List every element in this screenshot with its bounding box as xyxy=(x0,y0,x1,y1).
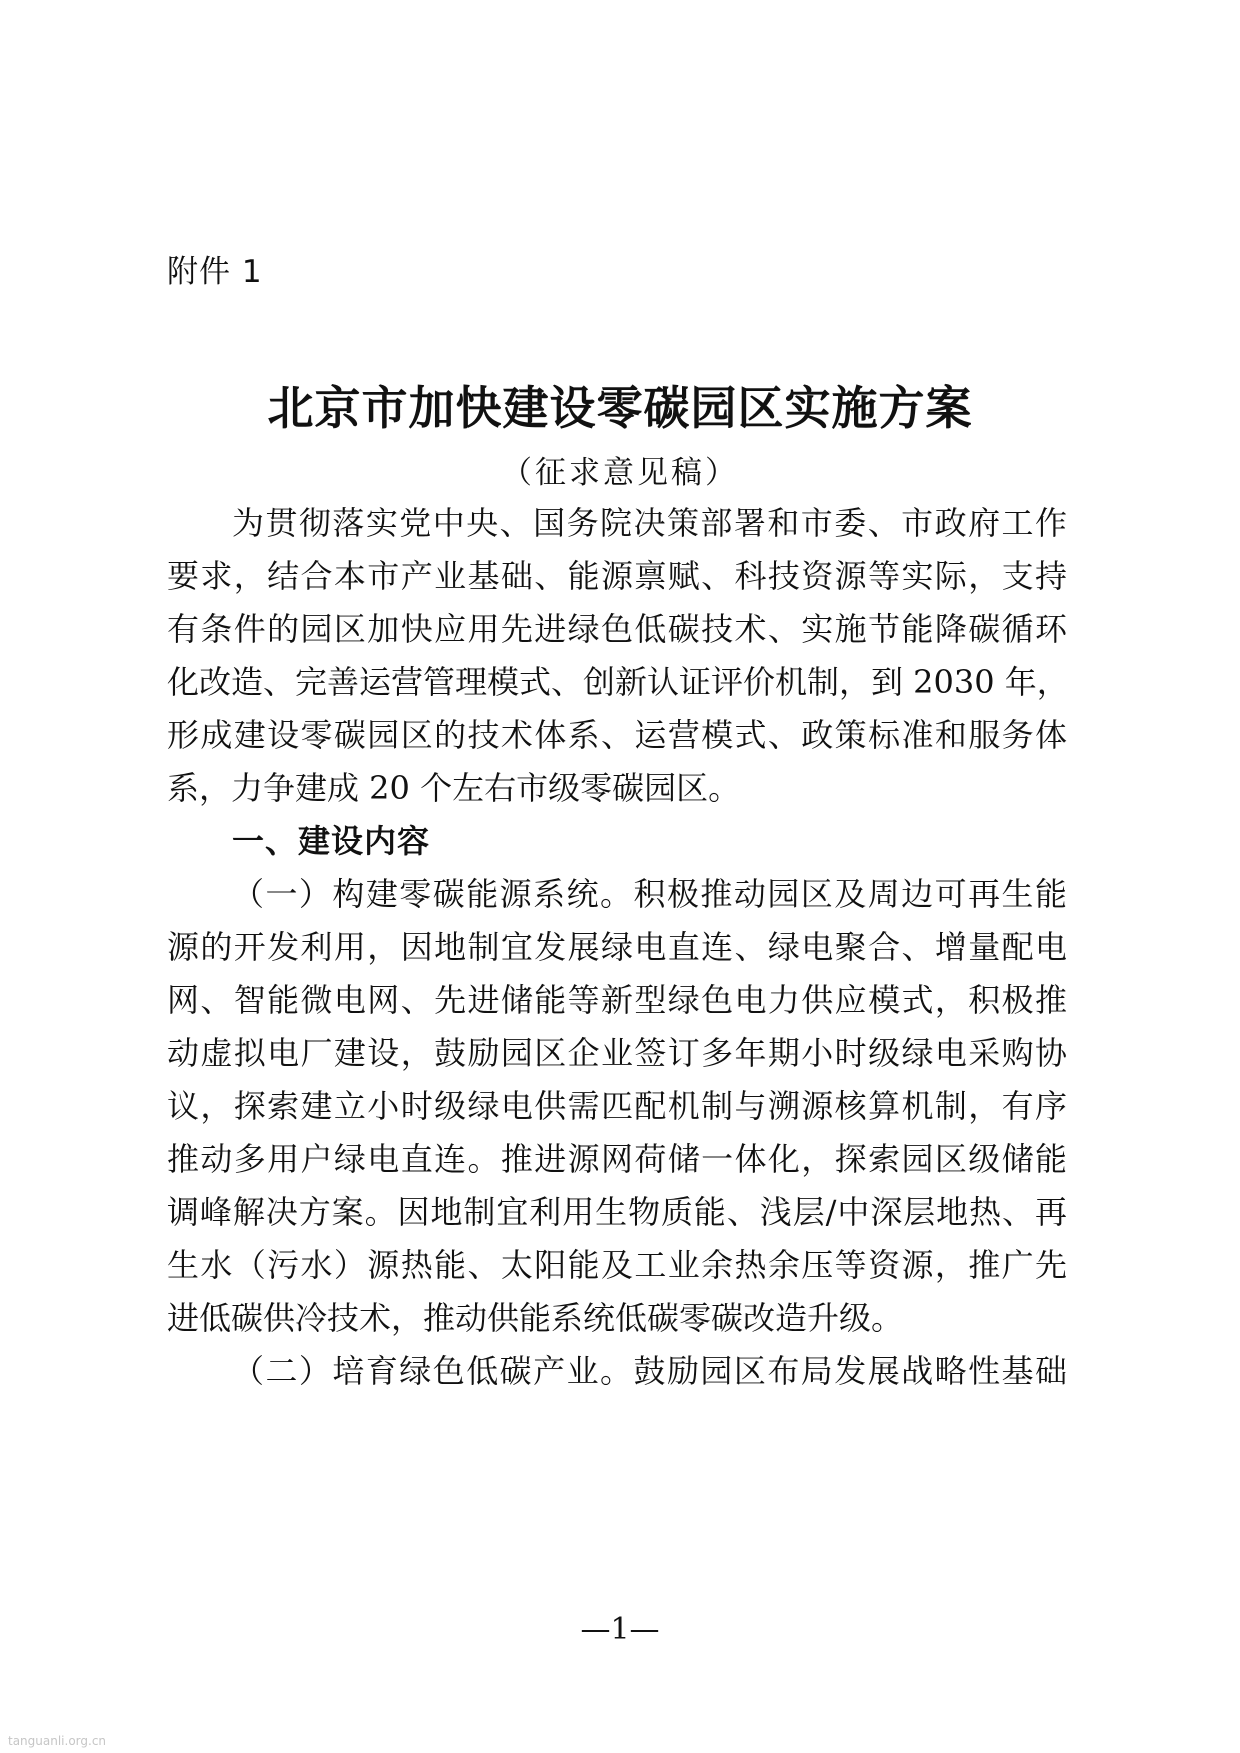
page-number: —1— xyxy=(580,1612,660,1647)
paragraph-line: 动虚拟电厂建设，鼓励园区企业签订多年期小时级绿电采购协 xyxy=(167,1034,1067,1072)
paragraph-line: 生水（污水）源热能、太阳能及工业余热余压等资源，推广先 xyxy=(167,1246,1067,1284)
paragraph-line: 进低碳供冷技术，推动供能系统低碳零碳改造升级。 xyxy=(167,1299,904,1337)
paragraph-line: 形成建设零碳园区的技术体系、运营模式、政策标准和服务体 xyxy=(167,716,1067,754)
paragraph-line: （二）培育绿色低碳产业。鼓励园区布局发展战略性基础 xyxy=(232,1352,1067,1390)
paragraph-line: 有条件的园区加快应用先进绿色低碳技术、实施节能降碳循环 xyxy=(167,610,1067,648)
paragraph-line: 议，探索建立小时级绿电供需匹配机制与溯源核算机制，有序 xyxy=(167,1087,1067,1125)
document-subtitle: （征求意见稿） xyxy=(501,455,739,491)
section-heading: 一、建设内容 xyxy=(232,822,431,860)
paragraph-line: 源的开发利用，因地制宜发展绿电直连、绿电聚合、增量配电 xyxy=(167,928,1067,966)
watermark: tanguanli.org.cn xyxy=(8,1734,107,1748)
paragraph-line: 调峰解决方案。因地制宜利用生物质能、浅层/中深层地热、再 xyxy=(167,1193,1067,1231)
paragraph-line: 系，力争建成 20 个左右市级零碳园区。 xyxy=(167,769,741,807)
paragraph-line: 化改造、完善运营管理模式、创新认证评价机制，到 2030 年， xyxy=(167,663,1069,701)
paragraph-line: （一）构建零碳能源系统。积极推动园区及周边可再生能 xyxy=(232,875,1067,913)
paragraph-line: 网、智能微电网、先进储能等新型绿色电力供应模式，积极推 xyxy=(167,981,1067,1019)
attachment-label: 附件 1 xyxy=(167,254,263,290)
paragraph-line: 要求，结合本市产业基础、能源禀赋、科技资源等实际，支持 xyxy=(167,557,1067,595)
paragraph-line: 推动多用户绿电直连。推进源网荷储一体化，探索园区级储能 xyxy=(167,1140,1067,1178)
paragraph-line: 为贯彻落实党中央、国务院决策部署和市委、市政府工作 xyxy=(232,504,1067,542)
document-title: 北京市加快建设零碳园区实施方案 xyxy=(267,381,973,435)
